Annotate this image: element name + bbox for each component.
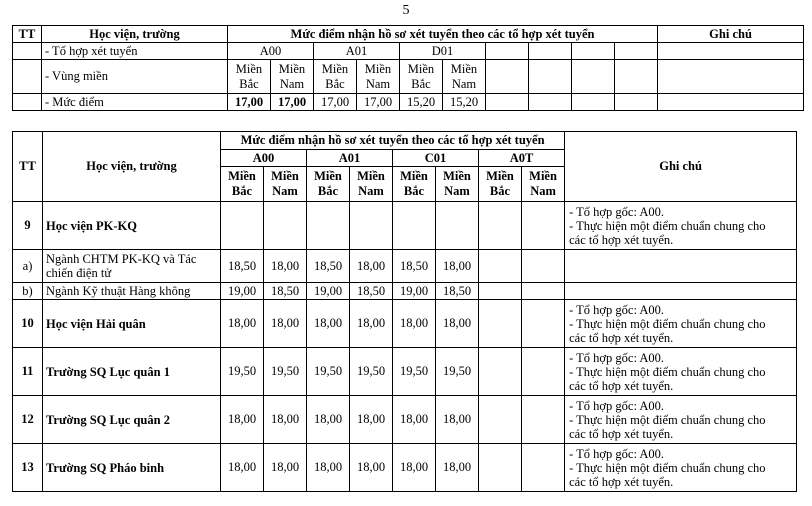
table2-combo-a01: A01 (307, 150, 393, 167)
row-tt: b) (13, 283, 43, 300)
table1-cell (486, 94, 529, 111)
table1-cell (486, 60, 529, 94)
row-school-name: Ngành Kỹ thuật Hàng không (43, 283, 221, 300)
row-score-cell: 18,50 (307, 250, 350, 283)
table1-score-1: 17,00 (271, 94, 314, 111)
table-row (13, 300, 797, 348)
row-notes (565, 396, 797, 444)
table-row (13, 444, 797, 492)
row-school-name: Ngành CHTM PK-KQ và Tác chiến điện tử (43, 250, 221, 283)
table2-region-south: Miền Nam (436, 167, 479, 202)
row-score-cell: 18,00 (221, 396, 264, 444)
table2-header-row (13, 132, 797, 150)
table1-header-tt: TT (13, 26, 42, 43)
table1-cell (572, 60, 615, 94)
row-score-cell: 18,50 (393, 250, 436, 283)
table2-region-north: Miền Bắc (307, 167, 350, 202)
table1-region-4: Miền Bắc (400, 60, 443, 94)
row-score-cell: 18,00 (264, 250, 307, 283)
row-score-cell: 19,50 (350, 348, 393, 396)
row-notes (565, 444, 797, 492)
table1-cell (658, 60, 804, 94)
row-score-cell (522, 250, 565, 283)
row-score-cell: 18,50 (264, 283, 307, 300)
row-score-cell: 19,00 (307, 283, 350, 300)
row-score-cell: 18,00 (436, 444, 479, 492)
table1-score-4: 15,20 (400, 94, 443, 111)
row-tt: 13 (13, 444, 43, 492)
table1-combo-d01: D01 (400, 43, 486, 60)
row-school-name: Học viện PK-KQ (43, 202, 221, 250)
note-line: - Thực hiện một điểm chuẩn chung cho (569, 218, 766, 233)
row-score-cell (221, 202, 264, 250)
row-tt: 9 (13, 202, 43, 250)
note-line: - Thực hiện một điểm chuẩn chung cho (569, 412, 766, 427)
row-score-cell: 18,00 (264, 444, 307, 492)
row-score-cell: 18,00 (221, 444, 264, 492)
note-line: - Tổ hợp gốc: A00. (569, 302, 665, 317)
row-tt: 10 (13, 300, 43, 348)
row-score-cell (479, 396, 522, 444)
row-score-cell: 18,00 (436, 396, 479, 444)
table1-row-combo (13, 43, 804, 60)
table1-row-region (13, 60, 804, 94)
row-notes (565, 250, 797, 283)
note-line: các tổ hợp xét tuyển. (569, 474, 674, 489)
row-score-cell: 19,00 (393, 283, 436, 300)
row-score-cell (479, 300, 522, 348)
table1-region-0: Miền Bắc (228, 60, 271, 94)
table1-header-scores: Mức điểm nhận hồ sơ xét tuyển theo các tổ hợp xét tuyển (228, 26, 658, 43)
table1-cell (572, 43, 615, 60)
table1-cell (615, 43, 658, 60)
table1-combo-label: - Tổ hợp xét tuyển (42, 43, 228, 60)
table1-region-2: Miền Bắc (314, 60, 357, 94)
table1-combo-a00: A00 (228, 43, 314, 60)
table1-cell (615, 60, 658, 94)
table2-region-north: Miền Bắc (221, 167, 264, 202)
table1-cell (658, 43, 804, 60)
note-line: các tổ hợp xét tuyển. (569, 378, 674, 393)
note-line: - Thực hiện một điểm chuẩn chung cho (569, 364, 766, 379)
row-score-cell (522, 300, 565, 348)
note-line: - Tổ hợp gốc: A00. (569, 398, 665, 413)
row-score-cell: 18,50 (436, 283, 479, 300)
table2-region-north: Miền Bắc (393, 167, 436, 202)
row-score-cell (522, 202, 565, 250)
row-school-name: Trường SQ Lục quân 2 (43, 396, 221, 444)
row-notes (565, 202, 797, 250)
table1-combo-a01: A01 (314, 43, 400, 60)
row-score-cell: 18,00 (264, 396, 307, 444)
table-row (13, 202, 797, 250)
table2-combo-a0t: A0T (479, 150, 565, 167)
row-score-cell (522, 444, 565, 492)
table1-cell (658, 94, 804, 111)
row-score-cell: 19,50 (307, 348, 350, 396)
table1-header-notes: Ghi chú (658, 26, 804, 43)
page-number: 5 (402, 3, 410, 18)
table1-cell (529, 94, 572, 111)
row-score-cell (522, 283, 565, 300)
row-score-cell: 19,00 (221, 283, 264, 300)
table2-region-south: Miền Nam (522, 167, 565, 202)
row-school-name: Trường SQ Pháo binh (43, 444, 221, 492)
row-score-cell: 18,00 (393, 396, 436, 444)
table1-row-score (13, 94, 804, 111)
table2-region-north: Miền Bắc (479, 167, 522, 202)
row-tt: 11 (13, 348, 43, 396)
note-line: - Tổ hợp gốc: A00. (569, 446, 665, 461)
table2-header-tt: TT (13, 132, 43, 202)
note-line: - Tổ hợp gốc: A00. (569, 350, 665, 365)
row-score-cell: 18,00 (264, 300, 307, 348)
row-score-cell: 18,50 (221, 250, 264, 283)
row-score-cell (522, 396, 565, 444)
table-row (13, 250, 797, 283)
table1-score-0: 17,00 (228, 94, 271, 111)
row-notes (565, 300, 797, 348)
table1-region-3: Miền Nam (357, 60, 400, 94)
row-score-cell (522, 348, 565, 396)
row-score-cell: 19,50 (436, 348, 479, 396)
row-score-cell: 18,00 (350, 250, 393, 283)
note-line: các tổ hợp xét tuyển. (569, 232, 674, 247)
row-score-cell: 18,00 (393, 444, 436, 492)
table1-score-2: 17,00 (314, 94, 357, 111)
row-notes (565, 283, 797, 300)
row-score-cell (350, 202, 393, 250)
table2-header-notes: Ghi chú (565, 132, 797, 202)
row-score-cell: 18,00 (393, 300, 436, 348)
note-line: - Tổ hợp gốc: A00. (569, 204, 665, 219)
row-score-cell (307, 202, 350, 250)
table1-region-label: - Vùng miền (42, 60, 228, 94)
table2-body (13, 202, 797, 492)
note-line: - Thực hiện một điểm chuẩn chung cho (569, 316, 766, 331)
table1-region-5: Miền Nam (443, 60, 486, 94)
table1-cell (572, 94, 615, 111)
note-line: - Thực hiện một điểm chuẩn chung cho (569, 460, 766, 475)
row-tt: 12 (13, 396, 43, 444)
row-score-cell: 18,00 (221, 300, 264, 348)
row-score-cell (264, 202, 307, 250)
row-score-cell (479, 250, 522, 283)
row-score-cell: 18,00 (350, 444, 393, 492)
row-score-cell: 18,00 (350, 396, 393, 444)
table2-header-school: Học viện, trường (43, 132, 221, 202)
table1-cell (13, 43, 42, 60)
row-score-cell: 18,00 (307, 444, 350, 492)
row-score-cell (479, 202, 522, 250)
row-school-name: Học viện Hải quân (43, 300, 221, 348)
row-score-cell: 19,50 (264, 348, 307, 396)
row-score-cell: 18,00 (436, 300, 479, 348)
row-tt: a) (13, 250, 43, 283)
row-score-cell: 19,50 (221, 348, 264, 396)
row-score-cell (479, 348, 522, 396)
row-score-cell (479, 283, 522, 300)
table-row (13, 348, 797, 396)
row-score-cell (393, 202, 436, 250)
table-top (12, 25, 804, 111)
table1-cell (13, 94, 42, 111)
table1-header-row (13, 26, 804, 43)
table1-cell (529, 60, 572, 94)
table-main (12, 131, 797, 492)
row-notes (565, 348, 797, 396)
row-score-cell: 19,50 (393, 348, 436, 396)
table1-score-label: - Mức điểm (42, 94, 228, 111)
table2-region-south: Miền Nam (350, 167, 393, 202)
table1-cell (486, 43, 529, 60)
row-score-cell (479, 444, 522, 492)
row-score-cell: 18,00 (307, 396, 350, 444)
table1-cell (13, 60, 42, 94)
table1-region-1: Miền Nam (271, 60, 314, 94)
row-score-cell: 18,00 (436, 250, 479, 283)
row-score-cell: 18,50 (350, 283, 393, 300)
row-score-cell: 18,00 (307, 300, 350, 348)
row-score-cell: 18,00 (350, 300, 393, 348)
table2-header-scores: Mức điểm nhận hồ sơ xét tuyển theo các tổ hợp xét tuyển (221, 132, 565, 150)
table1-header-school: Học viện, trường (42, 26, 228, 43)
table2-combo-c01: C01 (393, 150, 479, 167)
table1-score-5: 15,20 (443, 94, 486, 111)
table-row (13, 396, 797, 444)
row-score-cell (436, 202, 479, 250)
table1-cell (529, 43, 572, 60)
table2-combo-a00: A00 (221, 150, 307, 167)
note-line: các tổ hợp xét tuyển. (569, 426, 674, 441)
table1-cell (615, 94, 658, 111)
table1-score-3: 17,00 (357, 94, 400, 111)
note-line: các tổ hợp xét tuyển. (569, 330, 674, 345)
table2-region-south: Miền Nam (264, 167, 307, 202)
table-row (13, 283, 797, 300)
row-school-name: Trường SQ Lục quân 1 (43, 348, 221, 396)
